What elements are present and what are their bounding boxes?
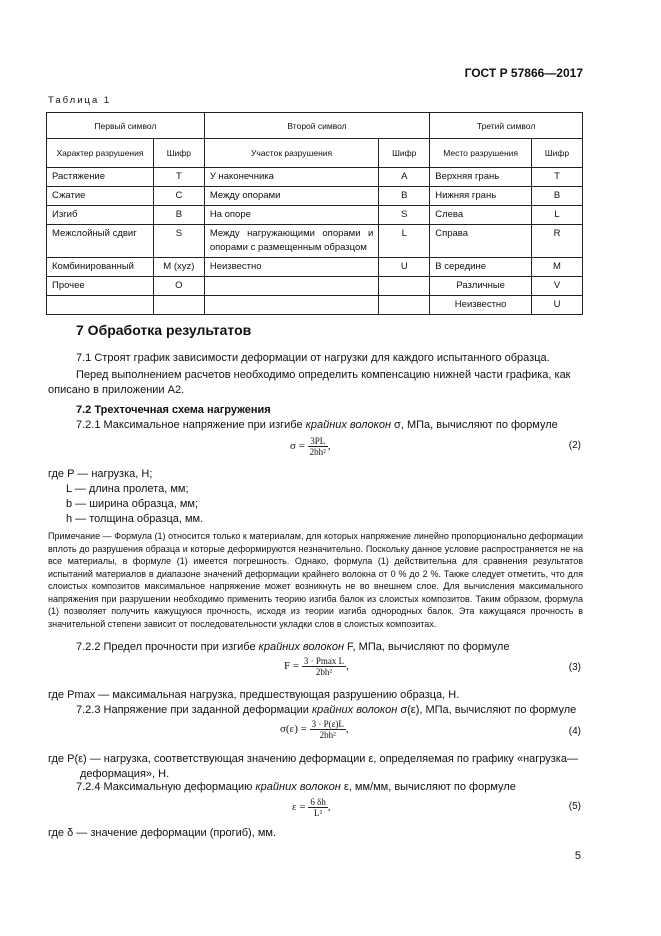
numerator: 3PL [308, 436, 328, 447]
equation-number: (3) [568, 662, 581, 673]
fraction [302, 656, 346, 677]
numerator: 3 · P(ε)L [311, 719, 344, 729]
table-cell [379, 277, 430, 296]
table-cell: B [379, 187, 430, 206]
text-italic: крайних волокон [305, 419, 391, 431]
table-row [47, 258, 583, 277]
table-cell: C [153, 187, 204, 206]
text: ε, мм/мм, вычисляют по формуле [340, 781, 516, 793]
formula-tail: , [346, 660, 349, 673]
paragraph-7-2-4 [76, 780, 516, 795]
legend-line: где δ — значение деформации (прогиб), мм. [48, 827, 276, 839]
formula-lhs: σ(ε) = [280, 723, 307, 736]
text: F, МПа, вычисляют по формуле [344, 641, 510, 653]
text: 7.2.3 Напряжение при заданной деформации [76, 704, 312, 716]
equation-number: (5) [568, 801, 581, 812]
numerator: 3 · Pmax L [303, 656, 345, 666]
table-row [47, 206, 583, 225]
table-cell: Растяжение [47, 168, 154, 187]
table-cell: L [379, 225, 430, 258]
legend-line: где P — нагрузка, Н; [48, 468, 153, 480]
table-cell: Между опорами [204, 187, 379, 206]
table-cell [204, 296, 379, 315]
column-header: Шифр [379, 139, 430, 168]
column-header: Характер разрушения [47, 139, 154, 168]
table-cell: S [379, 206, 430, 225]
table-cell: На опоре [204, 206, 379, 225]
table-cell [379, 296, 430, 315]
table-cell: Неизвестно [204, 258, 379, 277]
table-cell: M [532, 258, 583, 277]
text-italic: крайних волокон [255, 781, 341, 793]
paragraph-7-1: 7.1 Строят график зависимости деформации от нагрузки для каждого испытанного образца. [76, 352, 550, 364]
formula-3 [284, 656, 349, 677]
formula-lhs: σ = [290, 440, 305, 453]
table-cell: B [153, 206, 204, 225]
text: σ, МПа, вычисляют по формуле [391, 419, 558, 431]
paragraph-line: описано в приложении А2. [48, 384, 185, 396]
table-cell: T [153, 168, 204, 187]
table-caption: Таблица 1 [48, 95, 112, 106]
table-cell [47, 296, 154, 315]
table-cell: V [532, 277, 583, 296]
formula-2 [290, 436, 331, 457]
equation-number: (4) [568, 726, 581, 737]
table-cell: M (xyz) [153, 258, 204, 277]
table-cell: S [153, 225, 204, 258]
column-header: Место разрушения [430, 139, 532, 168]
table-row [47, 187, 583, 206]
table-cell: Сжатие [47, 187, 154, 206]
subsection-title: 7.2 Трехточечная схема нагружения [76, 404, 271, 416]
table-row [47, 168, 583, 187]
table-row [47, 225, 583, 258]
table-cell: Неизвестно [430, 296, 532, 315]
table-cell: T [532, 168, 583, 187]
formula-tail: , [345, 723, 349, 736]
legend-line: где P(ε) — нагрузка, соответствующая значению деформации ε, определяемая по графику «нагрузка— [48, 753, 578, 765]
fraction [310, 719, 346, 740]
table-cell: Межслойный сдвиг [47, 225, 154, 258]
group-header: Третий символ [430, 113, 583, 139]
column-header: Участок разрушения [204, 139, 379, 168]
column-header: Шифр [153, 139, 204, 168]
page-number: 5 [574, 850, 581, 862]
denominator: 2bh² [309, 447, 326, 457]
table-cell: L [532, 206, 583, 225]
table-row [47, 277, 583, 296]
legend-line: L — длина пролета, мм; [66, 483, 189, 495]
section-title: 7 Обработка результатов [76, 322, 252, 338]
legend-line: h — толщина образца, мм. [66, 513, 204, 525]
legend-line: деформация», Н. [80, 768, 170, 780]
table-cell: U [379, 258, 430, 277]
table-cell: Прочее [47, 277, 154, 296]
numerator: 6 δh [310, 797, 326, 807]
table-cell: U [532, 296, 583, 315]
table-cell: Справа [430, 225, 532, 258]
table-cell: Между нагружающими опорами и опорами с размещенным образцом [204, 225, 379, 258]
group-header: Первый символ [47, 113, 205, 139]
text: 7.2.4 Максимальную деформацию [76, 781, 256, 793]
table-cell: Слева [430, 206, 532, 225]
table-cell: O [153, 277, 204, 296]
table-cell [204, 277, 379, 296]
denominator: L² [313, 808, 323, 818]
text: 7.2.2 Предел прочности при изгибе [76, 641, 259, 653]
table-cell: R [532, 225, 583, 258]
group-header: Второй символ [204, 113, 429, 139]
paragraph-7-2-3 [76, 703, 576, 718]
table-cell: B [532, 187, 583, 206]
formula-5 [292, 797, 331, 818]
formula-tail: , [327, 440, 331, 453]
formula-4 [280, 719, 349, 740]
table-cell [153, 296, 204, 315]
denominator: 2bh² [319, 730, 336, 740]
legend-line: b — ширина образца, мм; [66, 498, 198, 510]
table-cell: Верхняя грань [430, 168, 532, 187]
paragraph-7-2-1 [76, 418, 558, 433]
note: Примечание — Формула (1) относится только к материалам, для которых напряжение линейно пропорционально деформации вплоть до разрушения образца и которые деформируются незначительно. Поскольку данное условие распространяется не на все материалы, в формуле (1) имеется погрешность. Однако, формула (1) действительна для сравнения результатов испытаний материалов в диапазоне значений деформации крайнего волокна от 0 % до 2 %. Также следует отметить, что для слоистых композитов максимальное напряжение может возникнуть не во внешнем слое. Для вычисления максимального напряжения при разрушении необходимо применить теорию изгиба балок из слоистых композитов. Таким образом, формула (1) позволяет получить кажущуюся прочность, исходя из теории изгиба однородных балок. Эта кажущаяся прочность в значительной степени зависит от последовательности укладки слов в слоистых композитах. [48, 531, 583, 629]
table-cell: Нижняя грань [430, 187, 532, 206]
text: σ(ε), МПа, вычисляют по формуле [397, 704, 577, 716]
formula-tail: , [327, 801, 331, 814]
paragraph-line: Перед выполнением расчетов необходимо определить компенсацию нижней части графика, как [76, 369, 571, 381]
text: 7.2.1 Максимальное напряжение при изгибе [76, 419, 306, 431]
table-1 [46, 112, 583, 315]
table-cell: Различные [430, 277, 532, 296]
fraction [308, 797, 328, 818]
fraction [308, 436, 328, 457]
legend-line: где Pmax — максимальная нагрузка, предшествующая разрушению образца, Н. [48, 689, 460, 701]
table-cell: Изгиб [47, 206, 154, 225]
denominator: 2bh² [315, 667, 333, 677]
text-italic: крайних волокон [311, 704, 398, 716]
table-cell: У наконечника [204, 168, 379, 187]
text-italic: крайних волокон [258, 641, 344, 653]
formula-lhs: F = [284, 660, 300, 673]
equation-number: (2) [568, 440, 581, 451]
table-row [47, 296, 583, 315]
table-cell: В середине [430, 258, 532, 277]
paragraph-7-2-2 [76, 640, 509, 655]
column-header: Шифр [532, 139, 583, 168]
formula-lhs: ε = [292, 801, 306, 814]
table-cell: A [379, 168, 430, 187]
table-cell: Комбинированный [47, 258, 154, 277]
document-id: ГОСТ Р 57866—2017 [464, 66, 583, 80]
